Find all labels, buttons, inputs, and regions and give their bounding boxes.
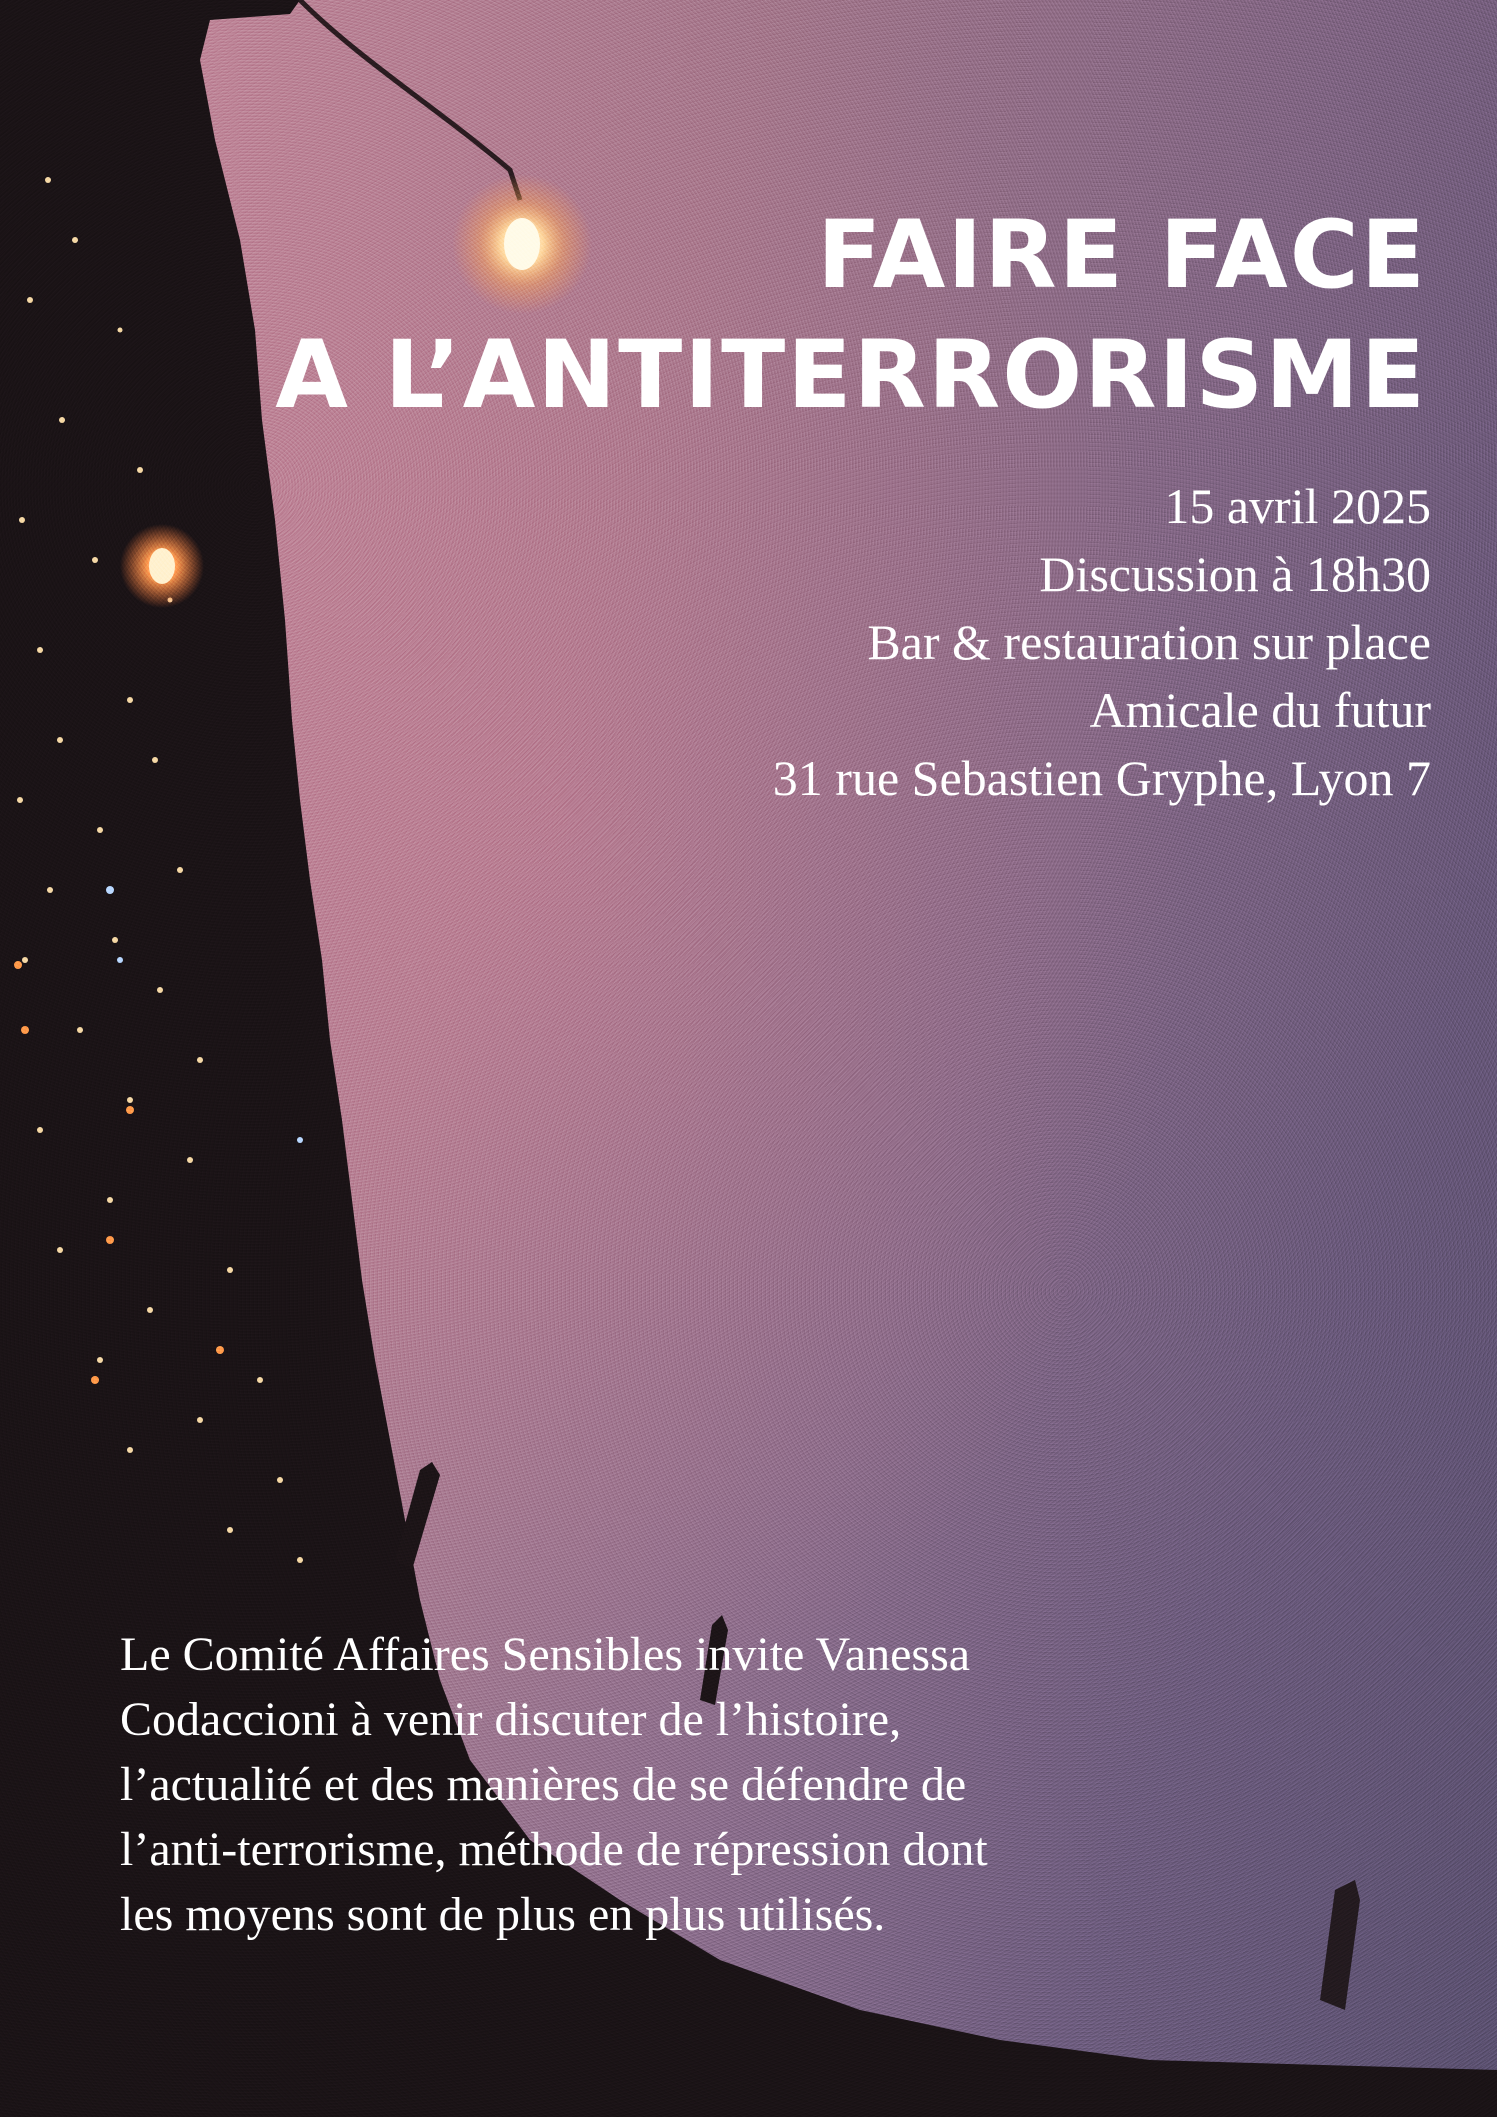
event-venue: Amicale du futur <box>1089 682 1431 738</box>
poster-title <box>275 196 1427 436</box>
title-line-2: A L’ANTITERRORISME <box>275 321 1427 430</box>
event-date: 15 avril 2025 <box>1164 478 1431 534</box>
title-line-1: FAIRE FACE <box>817 201 1427 310</box>
event-time: Discussion à 18h30 <box>1039 546 1431 602</box>
event-food: Bar & restauration sur place <box>867 614 1431 670</box>
event-address: 31 rue Sebastien Gryphe, Lyon 7 <box>772 750 1431 806</box>
event-details <box>773 472 1431 812</box>
event-description: Le Comité Affaires Sensibles invite Vanessa Codaccioni à venir discuter de l’histoire, l’actualité et des manières de se défendre de l’anti-terrorisme, méthode de répression dont les moyens sont de plus en plus utilisés. <box>120 1628 988 1941</box>
